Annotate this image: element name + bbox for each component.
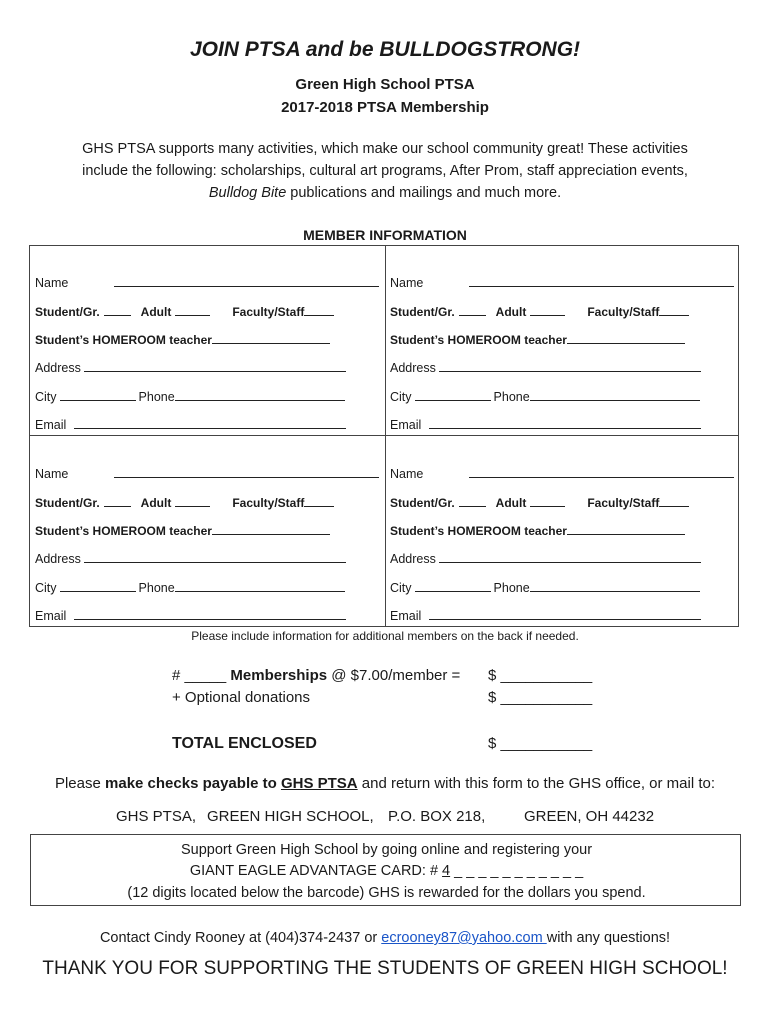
email-label: Email — [390, 418, 422, 432]
city-label: City — [390, 390, 412, 404]
phone-label: Phone — [493, 581, 530, 595]
memberships-line — [172, 667, 460, 684]
address-school: GREEN HIGH SCHOOL, — [207, 808, 374, 825]
card-label: GIANT EAGLE ADVANTAGE CARD: # — [189, 863, 443, 879]
phone-label: Phone — [493, 390, 530, 404]
adult-label: Adult — [140, 305, 172, 319]
student-label: Student/Gr. — [35, 305, 100, 319]
address-label: Address — [35, 361, 81, 375]
address-city: GREEN, OH 44232 — [524, 808, 655, 825]
phone-field[interactable] — [175, 389, 345, 401]
faculty-field[interactable] — [659, 304, 689, 316]
city-label: City — [390, 581, 412, 595]
contact-email-link[interactable]: ecrooney87@yahoo.com — [381, 930, 547, 946]
member-row — [390, 523, 720, 538]
email-field[interactable] — [429, 417, 701, 429]
member-row — [35, 523, 365, 538]
address-label: Address — [35, 552, 81, 566]
thank-you-banner: THANK YOU FOR SUPPORTING THE STUDENTS OF GREEN HIGH SCHOOL! — [42, 958, 728, 979]
member-row — [35, 608, 365, 623]
address-field[interactable] — [84, 551, 346, 563]
adult-field[interactable] — [530, 304, 565, 316]
faculty-field[interactable] — [304, 495, 334, 507]
name-field[interactable] — [114, 275, 379, 287]
city-field[interactable] — [60, 389, 136, 401]
address-label: Address — [390, 552, 436, 566]
member-row — [390, 608, 720, 623]
member-row — [35, 304, 365, 319]
payment-pre: Please — [54, 775, 106, 792]
email-label: Email — [390, 609, 422, 623]
member-row — [390, 275, 720, 290]
member-row — [35, 389, 365, 404]
payee-name: GHS PTSA — [280, 775, 358, 792]
phone-field[interactable] — [175, 580, 345, 592]
city-label: City — [35, 390, 57, 404]
name-field[interactable] — [469, 466, 734, 478]
donations-amount-blank[interactable]: $ ___________ — [488, 689, 593, 706]
name-label: Name — [35, 276, 69, 290]
bulldog-bite-title: Bulldog Bite — [208, 185, 287, 201]
member-row — [390, 466, 720, 481]
homeroom-field[interactable] — [212, 523, 330, 535]
page-title: JOIN PTSA and be BULLDOGSTRONG! — [189, 38, 581, 61]
address-label: Address — [390, 361, 436, 375]
email-field[interactable] — [74, 417, 346, 429]
payment-post: and return with this form to the GHS office, or mail to: — [357, 775, 716, 792]
email-label: Email — [35, 418, 67, 432]
adult-field[interactable] — [175, 495, 210, 507]
giant-eagle-line-2 — [31, 863, 742, 879]
student-label: Student/Gr. — [390, 496, 455, 510]
homeroom-field[interactable] — [567, 523, 685, 535]
memberships-amount-blank[interactable]: $ ___________ — [488, 667, 593, 684]
member-row — [390, 332, 720, 347]
member-row — [35, 551, 365, 566]
phone-label: Phone — [138, 581, 175, 595]
name-label: Name — [390, 276, 424, 290]
email-field[interactable] — [74, 608, 346, 620]
member-row — [390, 551, 720, 566]
homeroom-label: Student’s HOMEROOM teacher — [35, 333, 212, 347]
city-field[interactable] — [60, 580, 136, 592]
address-field[interactable] — [439, 360, 701, 372]
homeroom-field[interactable] — [212, 332, 330, 344]
adult-label: Adult — [140, 496, 172, 510]
student-grade-field[interactable] — [459, 304, 486, 316]
adult-field[interactable] — [175, 304, 210, 316]
student-grade-field[interactable] — [104, 495, 131, 507]
member-row — [390, 495, 720, 510]
faculty-label: Faculty/Staff — [587, 496, 660, 510]
member-row — [35, 466, 365, 481]
name-field[interactable] — [469, 275, 734, 287]
address-field[interactable] — [439, 551, 701, 563]
intro-line-3-rest: publications and mailings and much more. — [286, 185, 562, 201]
giant-eagle-line-1: Support Green High School by going online and registering your — [180, 842, 593, 858]
member-row — [390, 389, 720, 404]
member-row — [35, 360, 365, 375]
address-org: GHS PTSA, — [116, 808, 197, 825]
faculty-label: Faculty/Staff — [587, 305, 660, 319]
student-label: Student/Gr. — [35, 496, 100, 510]
total-enclosed-label: TOTAL ENCLOSED — [172, 735, 317, 752]
school-name: Green High School PTSA — [295, 76, 475, 93]
faculty-label: Faculty/Staff — [232, 305, 305, 319]
total-amount-blank[interactable]: $ ___________ — [488, 735, 593, 752]
grid-divider — [385, 246, 386, 435]
memberships-label: Memberships — [230, 667, 328, 684]
student-label: Student/Gr. — [390, 305, 455, 319]
member-row — [390, 360, 720, 375]
intro-line-2: include the following: scholarships, cultural art programs, After Prom, staff appreciation events, — [82, 163, 688, 179]
additional-members-note: Please include information for additional members on the back if needed. — [191, 629, 579, 643]
homeroom-label: Student’s HOMEROOM teacher — [35, 524, 212, 538]
member-row — [35, 332, 365, 347]
adult-label: Adult — [495, 496, 527, 510]
address-pobox: P.O. BOX 218, — [388, 808, 486, 825]
giant-eagle-box — [30, 834, 741, 906]
memberships-count-blank[interactable]: # _____ — [172, 667, 231, 684]
member-row — [390, 417, 720, 432]
faculty-field[interactable] — [659, 495, 689, 507]
student-grade-field[interactable] — [104, 304, 131, 316]
card-first-digit: 4 — [442, 863, 451, 879]
memberships-rate: @ $7.00/member = — [327, 667, 461, 684]
contact-line — [0, 930, 770, 946]
member-row — [35, 417, 365, 432]
homeroom-field[interactable] — [567, 332, 685, 344]
card-number-blanks[interactable]: _ _ _ _ _ _ _ _ _ _ _ — [450, 863, 584, 879]
address-field[interactable] — [84, 360, 346, 372]
adult-field[interactable] — [530, 495, 565, 507]
homeroom-label: Student’s HOMEROOM teacher — [390, 524, 567, 538]
grid-divider — [385, 436, 386, 626]
intro-line-3 — [0, 185, 770, 201]
name-label: Name — [35, 467, 69, 481]
homeroom-label: Student’s HOMEROOM teacher — [390, 333, 567, 347]
contact-post: with any questions! — [546, 930, 671, 946]
member-row — [390, 580, 720, 595]
name-field[interactable] — [114, 466, 379, 478]
membership-year: 2017-2018 PTSA Membership — [281, 99, 489, 116]
donations-label: + Optional donations — [172, 689, 311, 706]
payment-bold: make checks payable to — [105, 775, 281, 792]
faculty-label: Faculty/Staff — [232, 496, 305, 510]
name-label: Name — [390, 467, 424, 481]
adult-label: Adult — [495, 305, 527, 319]
phone-field[interactable] — [530, 389, 700, 401]
member-row — [35, 495, 365, 510]
giant-eagle-line-3: (12 digits located below the barcode) GHS is rewarded for the dollars you spend. — [127, 885, 646, 901]
city-label: City — [35, 581, 57, 595]
contact-pre: Contact Cindy Rooney at (404)374-2437 or — [99, 930, 382, 946]
member-row — [35, 275, 365, 290]
payment-instructions — [0, 775, 770, 792]
member-row — [35, 580, 365, 595]
faculty-field[interactable] — [304, 304, 334, 316]
section-title: MEMBER INFORMATION — [303, 227, 467, 243]
city-field[interactable] — [415, 580, 491, 592]
city-field[interactable] — [415, 389, 491, 401]
email-field[interactable] — [429, 608, 701, 620]
email-label: Email — [35, 609, 67, 623]
student-grade-field[interactable] — [459, 495, 486, 507]
member-row — [390, 304, 720, 319]
intro-line-1: GHS PTSA supports many activities, which make our school community great! These activities — [82, 141, 688, 157]
phone-label: Phone — [138, 390, 175, 404]
phone-field[interactable] — [530, 580, 700, 592]
